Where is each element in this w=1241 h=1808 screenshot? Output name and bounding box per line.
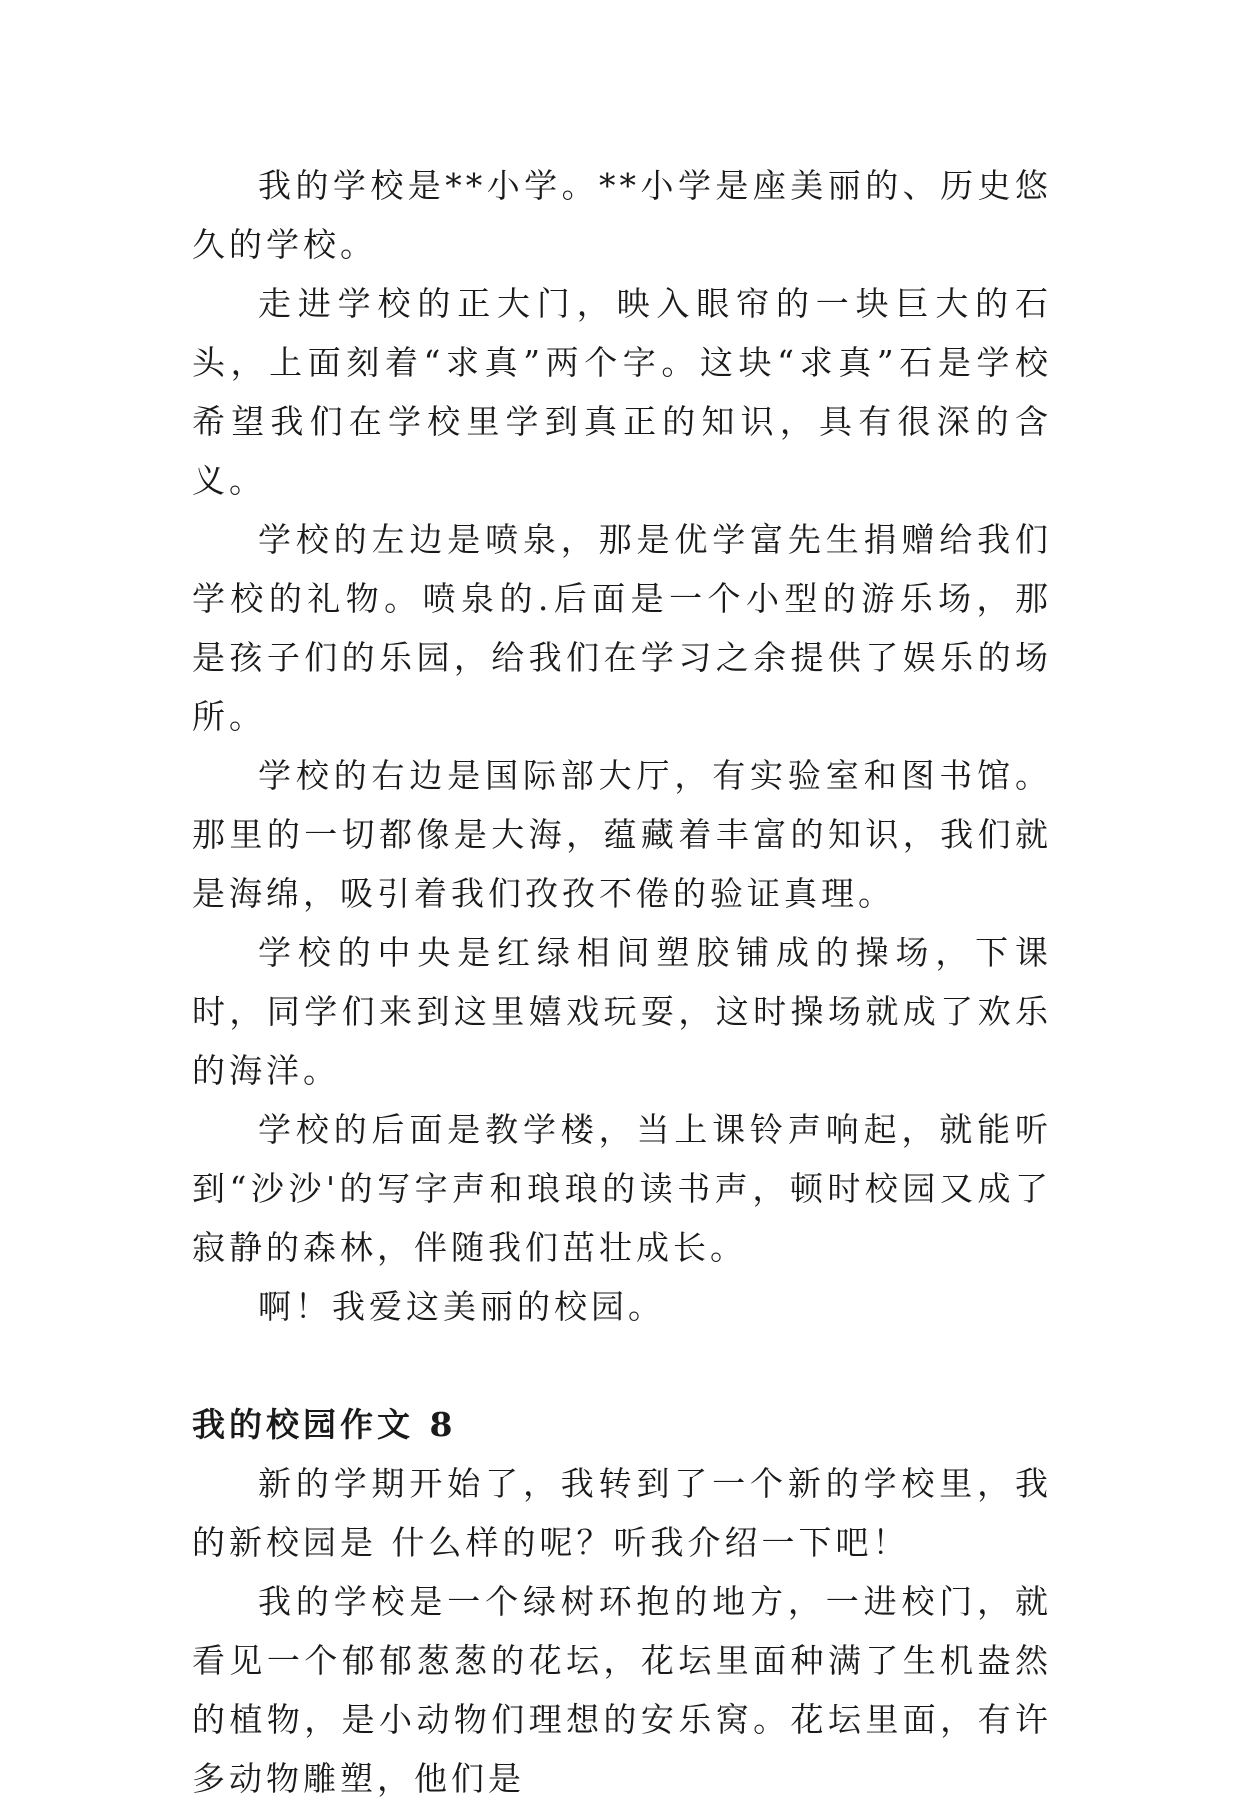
- paragraph: 学校的中央是红绿相间塑胶铺成的操场，下课时，同学们来到这里嬉戏玩耍，这时操场就成了欢乐的海洋。: [192, 933, 1052, 1090]
- paragraph: 学校的左边是喷泉，那是优学富先生捐赠给我们学校的礼物。喷泉的.后面是一个小型的游乐场，那是孩子们的乐园，给我们在学习之余提供了娱乐的场所。: [192, 520, 1052, 736]
- paragraph: 啊！我爱这美丽的校园。: [258, 1287, 665, 1326]
- paragraph: 学校的后面是教学楼，当上课铃声响起，就能听到“沙沙'的写字声和琅琅的读书声，顿时校园又成了寂静的森林，伴随我们茁壮成长。: [192, 1110, 1052, 1267]
- document-body: [192, 156, 1052, 1808]
- paragraph: 我的学校是**小学。**小学是座美丽的、历史悠久的学校。: [192, 166, 1052, 264]
- paragraph: 我的学校是一个绿树环抱的地方，一进校门，就看见一个郁郁葱葱的花坛，花坛里面种满了生机盎然的植物，是小动物们理想的安乐窝。花坛里面，有许多动物雕塑，他们是: [192, 1582, 1052, 1798]
- section-title: 我的校园作文 8: [192, 1405, 457, 1444]
- paragraph: 学校的右边是国际部大厅，有实验室和图书馆。那里的一切都像是大海，蕴藏着丰富的知识，我们就是海绵，吸引着我们孜孜不倦的验证真理。: [192, 756, 1052, 913]
- paragraph: 新的学期开始了，我转到了一个新的学校里，我的新校园是 什么样的呢？听我介绍一下吧！: [192, 1464, 1052, 1562]
- paragraph: 走进学校的正大门，映入眼帘的一块巨大的石头，上面刻着“求真”两个字。这块“求真”石是学校希望我们在学校里学到真正的知识，具有很深的含义。: [192, 284, 1052, 500]
